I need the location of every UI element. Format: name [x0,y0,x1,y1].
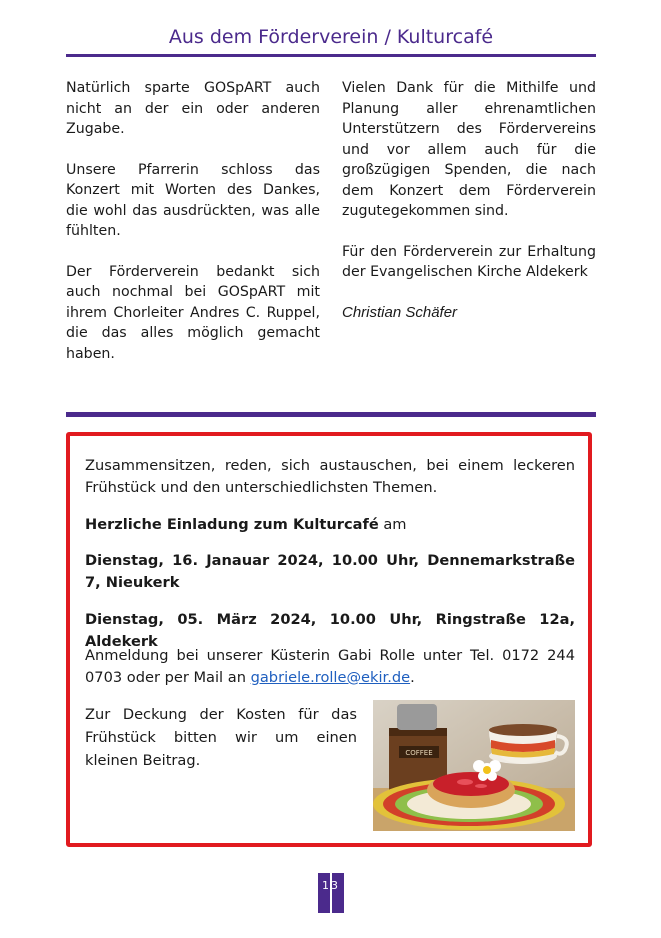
section-divider [66,412,596,417]
header-divider [66,54,596,57]
cost-note: Zur Deckung der Kosten für das Frühstück bitten wir um einen kleinen Beitrag. [85,706,357,769]
event-date-2: Dienstag, 05. März 2024, 10.00 Uhr, Ringstraße 12a, Aldekerk [85,611,575,650]
invitation-headline-rest: am [378,516,407,533]
contact-info [85,645,575,689]
invitation-intro: Zusammensitzen, reden, sich austauschen, bei einem leckeren Frühstück und den unterschiedlichsten Themen. [85,457,575,496]
left-column [66,78,320,384]
page-title: Aus dem Förderverein / Kulturcafé [168,26,494,48]
contact-text: Anmeldung bei unserer Küsterin Gabi Rolle unter Tel. 0172 244 0703 oder per Mail an [85,647,575,686]
right-column [342,78,596,323]
right-paragraph-2: Für den Förderverein zur Erhaltung der Evangelischen Kirche Aldekerk [342,243,596,280]
breakfast-photo [373,700,575,831]
invitation-headline-bold: Herzliche Einladung zum Kulturcafé [85,516,379,533]
email-link[interactable]: gabriele.rolle@ekir.de [250,669,411,686]
grinder-label: COFFEE [405,749,433,757]
page-number: 13 [322,879,340,892]
event-date-1: Dienstag, 16. Janauar 2024, 10.00 Uhr, Dennemarkstraße 7, Nieukerk [85,552,575,591]
left-paragraph-2: Unsere Pfarrerin schloss das Konzert mit Worten des Dankes, die wohl das ausdrückten, was alle fühlten. [66,161,320,239]
invitation-headline [85,514,575,536]
right-paragraph-1: Vielen Dank für die Mithilfe und Planung aller ehrenamtlichen Unterstützern des Fördervereins und vor allem auch für die großzügigen Spenden, die nach dem Konzert dem Förderverein zugutegekommen sind. [342,80,596,219]
signature: Christian Schäfer [342,303,458,321]
left-paragraph-1: Natürlich sparte GOSpART auch nicht an der ein oder anderen Zugabe. [66,80,320,137]
contact-end: . [410,669,415,686]
left-paragraph-3: Der Förderverein bedankt sich auch nochmal bei GOSpART mit ihrem Chorleiter Andres C. Ruppel, die das alles möglich gemacht haben. [66,263,320,362]
